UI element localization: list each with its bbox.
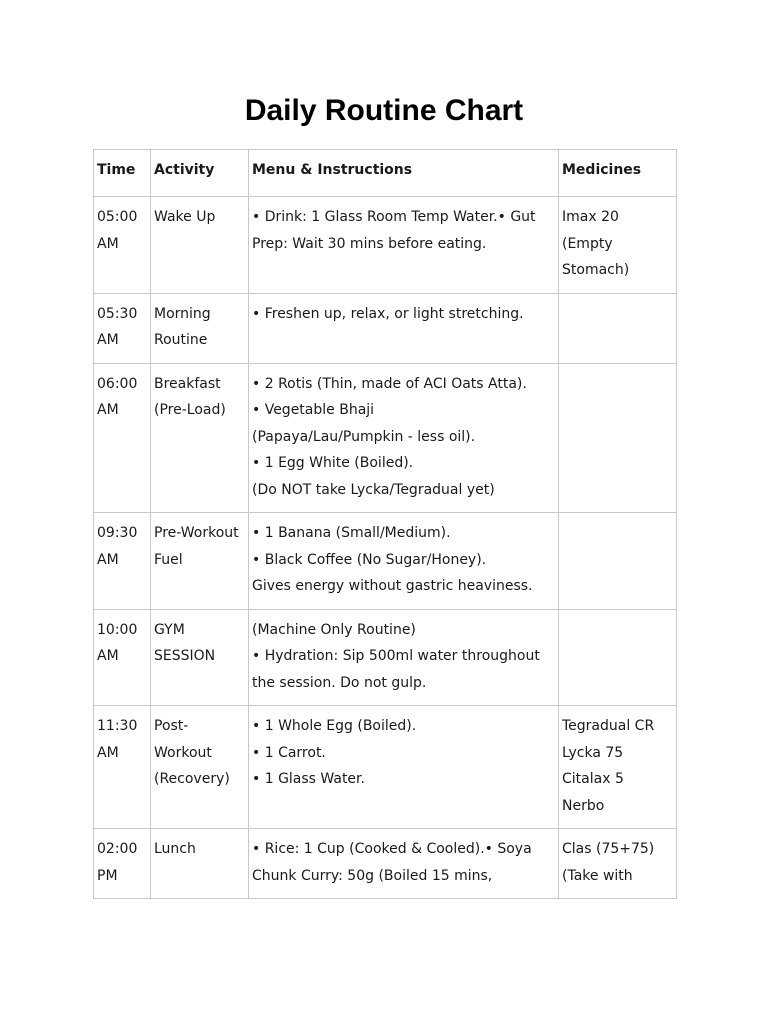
cell-line: 09:30 <box>97 525 138 541</box>
menu-cell <box>249 197 559 294</box>
menu-cell <box>249 829 559 899</box>
cell-line: Prep: Wait 30 mins before eating. <box>252 235 487 252</box>
page-title: Daily Routine Chart <box>244 94 524 127</box>
activity-cell <box>151 197 249 294</box>
routine-table <box>93 149 677 899</box>
cell-line: AM <box>97 235 119 252</box>
time-cell <box>94 197 151 294</box>
cell-line: • 1 Egg White (Boiled). <box>252 455 414 471</box>
cell-line: 11:30 <box>97 718 138 734</box>
cell-line: (Empty <box>562 235 613 252</box>
cell-line: Wake Up <box>154 209 216 225</box>
cell-line: (Machine Only Routine) <box>252 621 416 638</box>
cell-line: 05:00 <box>97 209 138 225</box>
table-row <box>94 197 677 294</box>
table-row <box>94 363 677 513</box>
activity-cell <box>151 609 249 706</box>
medicines-cell <box>559 513 677 610</box>
cell-line: • Vegetable Bhaji <box>252 402 375 418</box>
cell-line: Workout <box>154 744 212 761</box>
cell-line: 06:00 <box>97 375 138 392</box>
header-menu: Menu & Instructions <box>249 150 559 197</box>
cell-line: Clas (75+75) <box>562 841 655 857</box>
cell-line: Stomach) <box>562 262 630 278</box>
time-cell <box>94 293 151 363</box>
cell-line: • 2 Rotis (Thin, made of ACI Oats Atta). <box>252 375 527 392</box>
table-row <box>94 829 677 899</box>
activity-cell <box>151 513 249 610</box>
time-cell <box>94 609 151 706</box>
cell-line: Citalax 5 <box>562 771 624 787</box>
cell-line: • Drink: 1 Glass Room Temp Water.• Gut <box>252 209 536 225</box>
menu-cell <box>249 513 559 610</box>
table-row <box>94 293 677 363</box>
cell-line: Morning <box>154 305 211 322</box>
cell-line: Lycka 75 <box>562 744 624 761</box>
cell-line: Tegradual CR <box>562 718 655 734</box>
menu-cell <box>249 706 559 829</box>
cell-line: Chunk Curry: 50g (Boiled 15 mins, <box>252 867 493 884</box>
cell-line: Fuel <box>154 551 183 568</box>
cell-line: (Papaya/Lau/Pumpkin - less oil). <box>252 428 476 445</box>
header-time: Time <box>94 150 151 197</box>
cell-line: Imax 20 <box>562 209 619 225</box>
cell-line: Breakfast <box>154 375 221 392</box>
table-row <box>94 706 677 829</box>
activity-cell <box>151 706 249 829</box>
cell-line: 10:00 <box>97 621 138 638</box>
cell-line: Pre-Workout <box>154 525 239 541</box>
medicines-cell <box>559 363 677 513</box>
table-body <box>94 197 677 899</box>
cell-line: • Rice: 1 Cup (Cooked & Cooled).• Soya <box>252 841 532 857</box>
cell-line: • Freshen up, relax, or light stretching. <box>252 305 524 322</box>
medicines-cell <box>559 293 677 363</box>
cell-line: AM <box>97 648 119 664</box>
cell-line: • 1 Glass Water. <box>252 771 365 787</box>
header-activity: Activity <box>151 150 249 197</box>
cell-line: AM <box>97 551 119 568</box>
cell-line: (Recovery) <box>154 771 230 787</box>
cell-line: • 1 Banana (Small/Medium). <box>252 525 451 541</box>
cell-line: Post- <box>154 718 189 734</box>
cell-line: GYM <box>154 621 185 638</box>
cell-line: PM <box>97 867 118 884</box>
cell-line: AM <box>97 332 119 348</box>
activity-cell <box>151 293 249 363</box>
cell-line: • Black Coffee (No Sugar/Honey). <box>252 551 487 568</box>
medicines-cell <box>559 829 677 899</box>
time-cell <box>94 706 151 829</box>
time-cell <box>94 363 151 513</box>
medicines-cell <box>559 706 677 829</box>
cell-line: (Pre-Load) <box>154 402 226 418</box>
cell-line: Routine <box>154 332 208 348</box>
medicines-cell <box>559 197 677 294</box>
cell-line: Nerbo <box>562 797 605 814</box>
cell-line: Lunch <box>154 841 196 857</box>
cell-line: the session. Do not gulp. <box>252 674 427 691</box>
cell-line: AM <box>97 402 119 418</box>
time-cell <box>94 829 151 899</box>
activity-cell <box>151 363 249 513</box>
cell-line: 05:30 <box>97 305 138 322</box>
cell-line: • 1 Carrot. <box>252 744 326 761</box>
table-header-row <box>94 150 677 197</box>
cell-line: Gives energy without gastric heaviness. <box>252 578 533 594</box>
cell-line: 02:00 <box>97 841 138 857</box>
header-medicines: Medicines <box>559 150 677 197</box>
time-cell <box>94 513 151 610</box>
medicines-cell <box>559 609 677 706</box>
cell-line: (Take with <box>562 867 633 884</box>
activity-cell <box>151 829 249 899</box>
cell-line: (Do NOT take Lycka/Tegradual yet) <box>252 481 495 498</box>
menu-cell <box>249 293 559 363</box>
table-row <box>94 609 677 706</box>
menu-cell <box>249 609 559 706</box>
table-row <box>94 513 677 610</box>
cell-line: • 1 Whole Egg (Boiled). <box>252 718 417 734</box>
menu-cell <box>249 363 559 513</box>
cell-line: • Hydration: Sip 500ml water throughout <box>252 648 540 664</box>
cell-line: AM <box>97 744 119 761</box>
cell-line: SESSION <box>154 648 216 664</box>
